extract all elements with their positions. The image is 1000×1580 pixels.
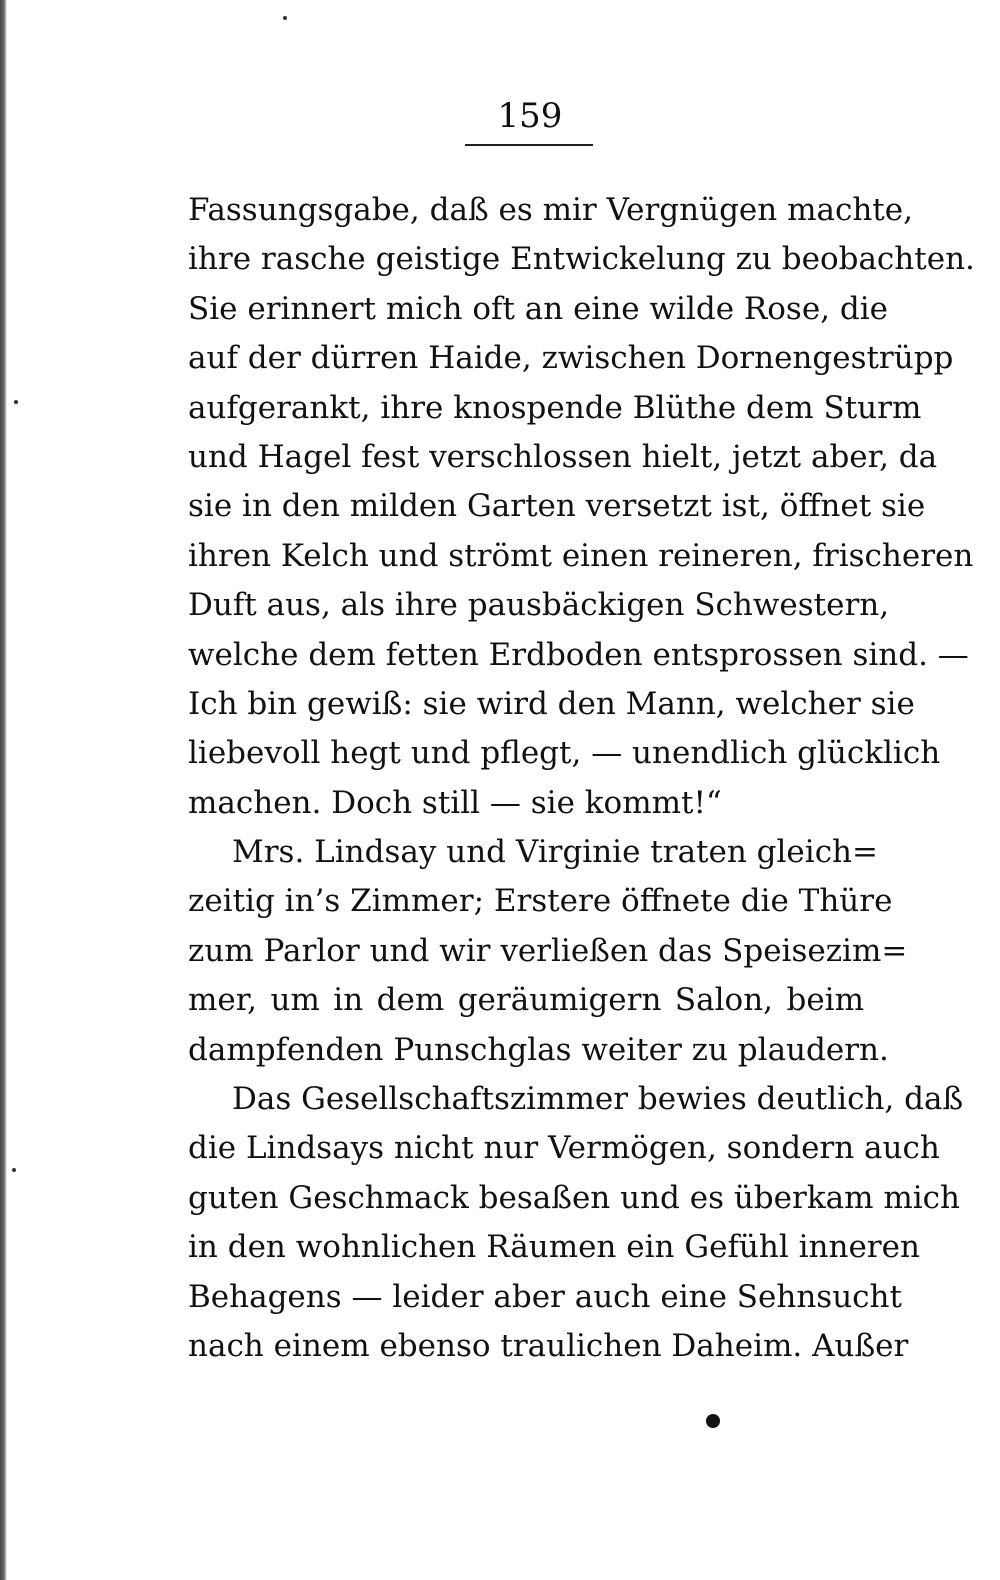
text-line: sie in den milden Garten versetzt ist, öffnet sie [188, 488, 926, 525]
ink-spot [706, 1414, 720, 1428]
page-binding-edge [0, 0, 7, 1580]
text-line: liebevoll hegt und pflegt, — unendlich glücklich [188, 735, 941, 772]
ink-speck [14, 400, 18, 404]
text-line: zum Parlor und wir verließen das Speisezim= [188, 932, 908, 969]
text-line: Ich bin gewiß: sie wird den Mann, welcher sie [188, 685, 915, 722]
text-line: dampfenden Punschglas weiter zu plaudern. [188, 1031, 889, 1068]
ink-speck [12, 1168, 16, 1172]
text-line: in den wohnlichen Räumen ein Gefühl inneren [188, 1229, 920, 1266]
text-line: aufgerankt, ihre knospende Blüthe dem Sturm [188, 389, 922, 426]
text-line: machen. Doch still — sie kommt!“ [188, 784, 722, 821]
text-line: und Hagel fest verschlossen hielt, jetzt aber, da [188, 438, 938, 475]
page-number: 159 [497, 96, 563, 136]
text-line: welche dem fetten Erdboden entsprossen sind. — [188, 636, 969, 673]
text-line: Behagens — leider aber auch eine Sehnsucht [188, 1278, 902, 1315]
text-line: Sie erinnert mich oft an eine wilde Rose, die [188, 290, 888, 327]
ink-speck [283, 16, 287, 20]
text-line: auf der dürren Haide, zwischen Dornengestrüpp [188, 340, 954, 377]
text-line: ihren Kelch und strömt einen reineren, frischeren [188, 537, 974, 574]
text-line: nach einem ebenso traulichen Daheim. Außer [188, 1327, 909, 1364]
text-line: guten Geschmack besaßen und es überkam mich [188, 1179, 960, 1216]
text-line: ihre rasche geistige Entwickelung zu beobachten. [188, 241, 975, 278]
text-line: die Lindsays nicht nur Vermögen, sondern auch [188, 1130, 940, 1167]
text-line: Duft aus, als ihre pausbäckigen Schwestern, [188, 587, 890, 624]
page-number-rule [465, 144, 593, 146]
body-text [188, 186, 975, 1371]
text-line: mer, um in dem geräumigern Salon, beim [188, 982, 864, 1019]
text-line: Fassungsgabe, daß es mir Vergnügen machte, [188, 192, 913, 228]
text-line: Das Gesellschaftszimmer bewies deutlich, daß [232, 1081, 964, 1118]
text-line: zeitig in’s Zimmer; Erstere öffnete die Thüre [188, 883, 893, 920]
text-line: Mrs. Lindsay und Virginie traten gleich= [232, 834, 878, 871]
